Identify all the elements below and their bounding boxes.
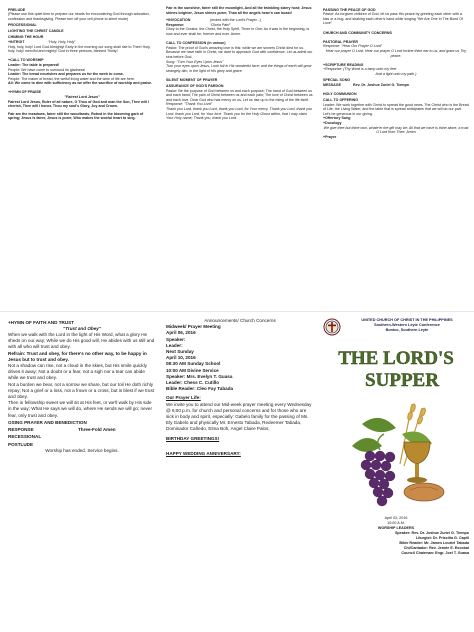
response-heading: RESPONSE <box>8 426 34 432</box>
hymn-praise-verse-2: Fair are the meadows, fairer still the woodlands, Robed in the blooming garb of spring; Jesus is fairer, Jesus is purer, Who makes the woeful heart to sing. <box>8 111 144 121</box>
ann-line-3: Speaker: <box>166 336 186 342</box>
cover-title <box>336 344 456 392</box>
introit-title: "Holy, Holy, Holy" <box>48 39 76 44</box>
cover-info <box>323 516 469 556</box>
hymn-refrain: Refrain: Trust and obey, for there's no other way, to be happy in Jesus but to trust and obey. <box>8 350 147 362</box>
panel-order-of-worship-3 <box>323 6 469 308</box>
service-date: April 03, 2016 <box>384 516 408 520</box>
grapes-icon <box>361 451 395 506</box>
confession-text: Pastor: The proof of God's amazing love is this: while we are sinners Christ died for us. Because we have faith in Christ, we dare to approach God with confidence. Let us admit our sins before God. <box>166 45 313 59</box>
pastoral-lyrics: Hear our prayer O Lord, Hear our prayer O Lord Incline thine ear to us, and grant us Thy peace. <box>325 48 467 58</box>
hymn-praise-verse-3: Fair is the sunshine, fairer still the moonlight, And all the twinkling starry host; Jesus shines brighter, Jesus shines purer, Than all the angels heav'n can boast! <box>166 6 312 15</box>
confession-heading: CALL TO CONFESSION (in unison) <box>166 41 226 46</box>
chiming-heading: CHIMING THE HOUR <box>8 35 44 40</box>
leader-liturgist: Liturgist: Dr. Priscilla G. Capili <box>415 536 469 540</box>
invocation-heading: +INVOCATION <box>166 18 191 23</box>
response-label: Response: <box>166 22 185 27</box>
worship-ended: Worship has ended. Service begins. <box>45 448 119 454</box>
leader-speaker: Speaker: Rev. Dr. Joshue Zuriel G. Tiempo <box>394 531 469 535</box>
communion-illustration <box>342 394 450 512</box>
birthday-heading: BIRTHDAY GREETINGS! <box>166 435 220 441</box>
call-all: All: We come to dine with sufficiency as we offer the sacrifice of worship and praise. <box>8 81 153 86</box>
lighting-heading: LIGHTING THE CHRIST CANDLE <box>8 29 64 34</box>
scripture-response: +Response: (Thy Word is a lamp unto my feet <box>323 67 397 72</box>
fold-line <box>0 311 474 312</box>
panel-announcements <box>166 318 314 626</box>
ann-line-10: Leader: Chess C. Cutillo <box>166 380 220 386</box>
scripture-response-2: And a light unto my path.) <box>375 71 417 76</box>
invocation-note: (ended with the Lord's Prayer...) <box>210 18 261 23</box>
confession-song: Song: "Turn Your Eyes Upon Jesus" <box>166 59 224 64</box>
ann-line-5: Next Sunday <box>166 349 194 355</box>
communion-heading: HOLY COMMUNION <box>323 91 357 96</box>
wedding-heading: HAPPY WEDDING ANNIVERSARY: <box>166 450 241 456</box>
introit-heading: +INTROIT <box>8 39 25 44</box>
hymn-praise-heading: +HYMN OF PRAISE <box>8 90 42 95</box>
org-line-2: Southern-Western Leyte Conference <box>374 322 440 327</box>
church-header <box>323 318 469 336</box>
prayer-item: +Prayer <box>323 134 337 139</box>
hymn-faith-title: "Trust and Obey" <box>63 325 101 331</box>
panel-order-of-worship-2 <box>166 6 314 308</box>
hymn-praise-verse-1: Fairest Lord Jesus, Ruler of all nature, O Thou of God and man the Son, Thee will I cherish, Thee will I honor, Thou my soul's Glory, Joy and Crown. <box>8 99 149 109</box>
prelude-text: (Please use this quiet time to prepare our hearts for encountering God through adoration, confession and thanksgiving. Please turn off your cell phone to silent mode) <box>8 12 150 21</box>
processional-heading: PROCESSIONAL <box>8 22 37 27</box>
response-row <box>8 427 156 433</box>
call-people-1: People: We have come to surround its gladness! <box>8 67 86 72</box>
message-speaker: Rev. Dr. Joshue Zuriel G. Tiempo <box>353 82 409 87</box>
ann-line-8: 10:00 AM Divine Service <box>166 367 219 373</box>
response-value: Three-Fold Amen <box>78 426 116 432</box>
ann-line-4: Leader: <box>166 342 183 348</box>
closing-heading: OSING PRAYER AND BENEDICTION <box>8 420 87 426</box>
worship-leaders-heading: WORSHIP LEADERS <box>377 526 415 530</box>
cover-title-line-2: SUPPER <box>365 370 439 391</box>
confession-song-lyrics: Turn your eyes upon Jesus, Look full in His wonderful face; and the things of earth will grow strangely dim, in the light of His glory and grace. <box>166 64 312 73</box>
call-to-worship-heading: +CALL TO WORSHIP <box>8 58 44 63</box>
message-label: MESSAGE <box>323 82 341 87</box>
org-line-3: Bontoc, Southern Leyte <box>385 327 429 332</box>
prayer-life-heading: Our Prayer Life: <box>166 395 201 401</box>
pastoral-prayer-heading: PASTORAL PRAYER <box>323 39 359 44</box>
cover-title-line-1: THE LORD'S <box>338 348 454 369</box>
hymn-verse-3: Not a burden we bear, not a sorrow we share, but our toil He doth richly repay; Not a grief or a loss, not a frown or a cross, but is blest if we trust and obey. <box>8 381 155 400</box>
scripture-heading: +SCRIPTURE READING <box>323 62 364 67</box>
ann-line-6: April 10, 2016 <box>166 355 196 361</box>
introit-text: Holy, holy, holy! Lord God Almighty! Early in the morning our song shall rise to Thee! Holy, holy, holy! merciful and mighty! God in three persons, blessed Trinity! <box>8 44 151 54</box>
hymn-verse-1: When we walk with the Lord in the light of His Word, what a glory He sheds on our way; While we do His good will, He abides with us still and with all who will trust and obey. <box>8 332 155 350</box>
panel-order-of-worship-1 <box>8 6 156 308</box>
call-leader-1: Leader: The table is prepared! <box>8 62 60 67</box>
church-logo-icon <box>323 318 341 336</box>
offertory-song: +Offertory Song <box>323 116 351 121</box>
leader-choir: Chi/Cantador: Rev. Jennie E. Escobal <box>403 546 469 550</box>
ann-line-9: Speaker: Mrs. Evelyn T. Guasa <box>166 373 233 379</box>
call-leader-2: Leader: The bread nourishes and prepares us for the week to come. <box>8 72 124 77</box>
hymn-praise-title: "Fairest Lord Jesus" <box>64 95 100 100</box>
peace-text: Pastor: As forgiven children of God, let us pass His peace by greeting each other with a kiss or a hug, and shaking each other's hand while singing "We Are One In The Bond Of Love" <box>323 12 463 26</box>
prayer-life-text: We invite you to attend our Mid-week prayer meeting every Wednesday @ 6:00 p.m. for church and personal concerns and for those who are sick in body and spirit, especially: Gabelo family for the passing of Ms. Ely Gabelo and physically Mr. Ernesto Tabada, Redeemer Tabada, Dominador Cañedo, Elma Boh, Angel Claire Palos. <box>166 401 312 432</box>
org-line-1: UNITED CHURCH OF CHRIST IN THE PHILIPPINES <box>361 318 453 322</box>
hymn-verse-2: Not a shadow can rise, not a cloud in the skies, but His smile quickly drives it away; Not a doubt or a fear, not a sigh nor a tear can abide while we trust and obey. <box>8 363 147 381</box>
postlude-heading: POSTLUDE <box>8 442 34 448</box>
peace-heading: PASSING THE PEACE OF GOD <box>323 7 376 12</box>
cover-panel <box>323 318 469 628</box>
ann-line-2: April 06, 2016 <box>166 330 196 336</box>
panel-trust-and-obey <box>8 318 156 626</box>
leader-council: Council Chairman: Engr. Joel T. Guasa <box>401 551 469 555</box>
thank-you-lyrics: Thank you Lord, thank you Lord, thank you Lord, for Your mercy. Thank you Lord, thank you Lord, thank you Lord, for Your love. Thank you for the Holy Ghost within, that I may claim Your Holy name; Thank you, thank you Lord. <box>166 107 313 121</box>
call-people-2: People: The maker of bread, the wellof living water and the wine of life are here. <box>8 76 135 81</box>
prelude-heading: PRELUDE <box>8 7 26 12</box>
leader-bible-reader: Bible Reader: Mr. James Louriel Tabada <box>399 541 469 545</box>
recessional-heading: RECESSIONAL <box>8 434 42 440</box>
offering-text: Leader: We work together with Christ to spread the good news. The Christ who is the Bread of Life, the Living Water, and the table that is spread anticipates that we will do our part. Let's be generous in our giving. <box>323 102 469 116</box>
doxology-text: We give thee but thine own, whate'er the gift may be; All that we have is thine alone, a trust O Lord from Thee. Amen <box>323 125 469 135</box>
ann-line-1: Midweek/ Prayer Meeting <box>166 324 221 330</box>
silent-prayer-heading: SILENT MOMENT OF PRAYER <box>166 77 218 82</box>
hymn-faith-heading: +HYMN OF FAITH AND TRUST <box>8 319 75 325</box>
offering-heading: CALL TO OFFERING <box>323 98 359 103</box>
church-concerns-heading: CHURCH AND COMMUNITY CONCERNS <box>323 30 392 35</box>
gloria-text: Glory to the Creator, the Christ, the Holy Spirit, Three in One; As it was in the beginning, is now and ever shall be; forever and ever. Amen. <box>166 27 310 36</box>
chalice-icon <box>404 442 430 483</box>
bread-icon <box>404 483 444 501</box>
announcements-title: Announcements/ Church Concerns <box>204 318 276 323</box>
assurance-text: Pastor: Be the purpose of God between us and each purpose; The hand of God between us and each hand; The pain of Christ between us and each pain; The love of Christ between us and each love. Dear God who has mercy on us, Let us rise up to the rising of the life itself. <box>166 88 313 102</box>
thank-you-response: Response: "Thank You Lord" <box>166 102 213 107</box>
pastoral-response: Response: "Hear Our Prayer O Lord" <box>323 44 383 49</box>
ann-line-11: Bible Reader: Cleo Fay Tabada <box>166 386 234 392</box>
hymn-verse-4: Then in fellowship sweet we will sit at His feet, or we'll walk by His side in the way; What He says we will do, where He sends we will go; never fear, only trust and obey. <box>8 400 152 418</box>
doxology-heading: +Doxology <box>323 121 342 126</box>
gloria-title: "Gloria Patri" <box>210 22 231 27</box>
special-song-heading: SPECIAL SONG <box>323 78 351 83</box>
assurance-heading: ASSURANCE OF GOD'S PARDON <box>166 84 224 89</box>
ann-line-7: 08:30 AM Sunday School <box>166 361 221 367</box>
service-time: 10:00 A.M. <box>387 521 405 525</box>
